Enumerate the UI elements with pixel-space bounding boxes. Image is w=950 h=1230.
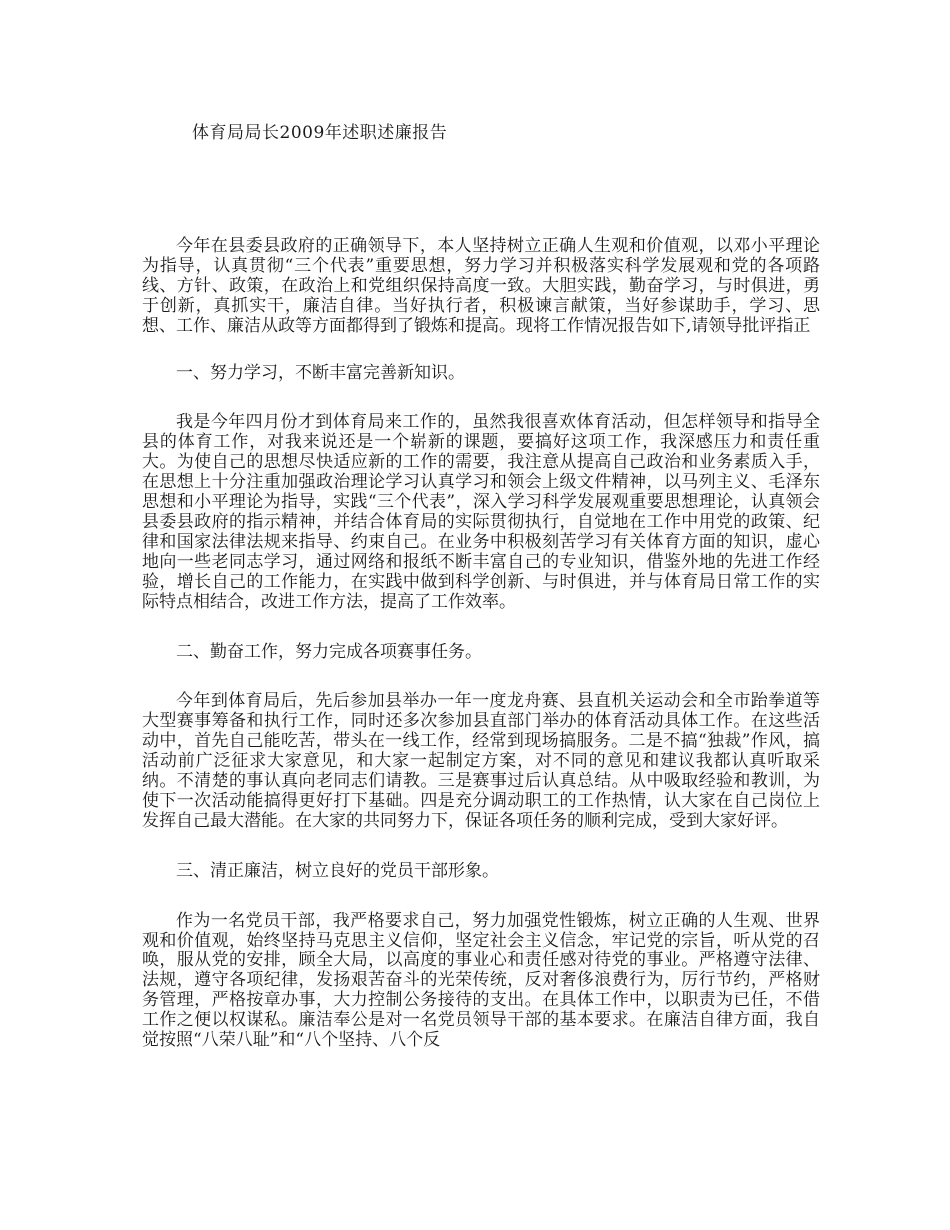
intro-paragraph: 今年在县委县政府的正确领导下，本人坚持树立正确人生观和价值观，以邓小平理论为指导，认真贯彻“三个代表”重要思想，努力学习并积极落实科学发展观和党的各项路线、方针、政策，在政治上和党组织保持高度一致。大胆实践，勤奋学习，与时俱进，勇于创新，真抓实干，廉洁自律。当好执行者，积极谏言献策，当好参谋助手，学习、思想、工作、廉洁从政等方面都得到了锻炼和提高。现将工作情况报告如下,请领导批评指正	[142, 236, 820, 336]
section-body-1: 我是今年四月份才到体育局来工作的，虽然我很喜欢体育活动，但怎样领导和指导全县的体育工作，对我来说还是一个崭新的课题，要搞好这项工作，我深感压力和责任重大。为使自己的思想尽快适应新的工作的需要，我注意从提高自己政治和业务素质入手，在思想上十分注重加强政治理论学习认真学习和领会上级文件精神，以马列主义、毛泽东思想和小平理论为指导，实践“三个代表”，深入学习科学发展观重要思想理论，认真领会县委县政府的指示精神，并结合体育局的实际贯彻执行，自觉地在工作中用党的政策、纪律和国家法律法规来指导、约束自己。在业务中积极刻苦学习有关体育方面的知识，虚心地向一些老同志学习，通过网络和报纸不断丰富自己的专业知识，借鉴外地的先进工作经验，增长自己的工作能力，在实践中做到科学创新、与时俱进，并与体育局日常工作的实际特点相结合，改进工作方法，提高了工作效率。	[142, 412, 820, 612]
section-heading-1: 一、努力学习，不断丰富完善新知识。	[176, 362, 465, 383]
section-heading-3: 三、清正廉洁，树立良好的党员干部形象。	[176, 860, 499, 881]
document-title: 体育局局长2009年述职述廉报告	[192, 123, 448, 143]
section-body-3: 作为一名党员干部，我严格要求自己，努力加强党性锻炼，树立正确的人生观、世界观和价值观，始终坚持马克思主义信仰，坚定社会主义信念，牢记党的宗旨，听从党的召唤，服从党的安排，顾全大局，以高度的事业心和责任感对待党的事业。严格遵守法律、法规，遵守各项纪律，发扬艰苦奋斗的光荣传统，反对奢侈浪费行为，厉行节约，严格财务管理，严格按章办事，大力控制公务接待的支出。在具体工作中，以职责为已任，不借工作之便以权谋私。廉洁奉公是对一名党员领导干部的基本要求。在廉洁自律方面，我自觉按照“八荣八耻”和“八个坚持、八个反	[142, 910, 820, 1051]
section-heading-2: 二、勤奋工作，努力完成各项赛事任务。	[176, 641, 482, 662]
document-body	[142, 237, 820, 1051]
section-body-2: 今年到体育局后，先后参加县举办一年一度龙舟赛、县直机关运动会和全市跆拳道等大型赛事筹备和执行工作，同时还多次参加县直部门举办的体育活动具体工作。在这些活动中，首先自己能吃苦，带头在一线工作，经常到现场搞服务。二是不搞“独裁”作风，搞活动前广泛征求大家意见，和大家一起制定方案，对不同的意见和建议我都认真听取采纳。不清楚的事认真向老同志们请教。三是赛事过后认真总结。从中吸取经验和教训，为使下一次活动能搞得更好打下基础。四是充分调动职工的工作热情，认大家在自己岗位上发挥自己最大潜能。在大家的共同努力下，保证各项任务的顺利完成，受到大家好评。	[142, 691, 820, 831]
